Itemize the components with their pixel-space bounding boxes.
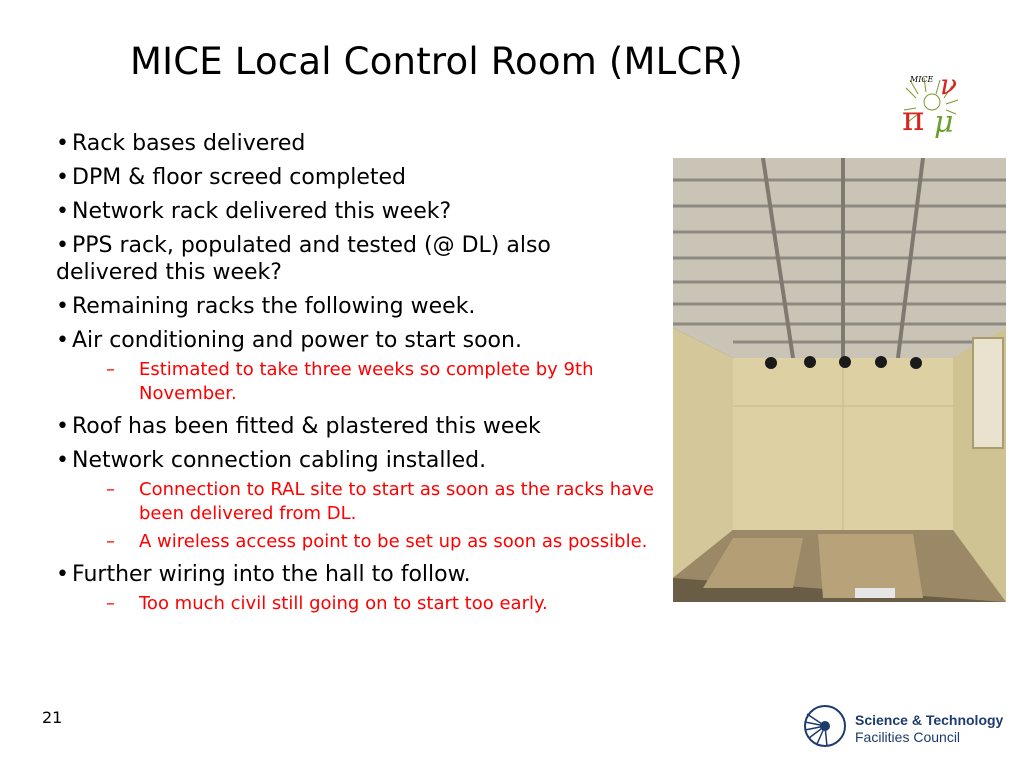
dash-icon: – (106, 531, 115, 552)
mice-logo-mu: μ (934, 105, 954, 138)
bullet-item: • Roof has been fitted & plastered this week (56, 414, 541, 439)
mice-logo-label: MICE (910, 75, 934, 84)
sub-bullet-item: – A wireless access point to be set up as soon as possible. (106, 531, 648, 552)
bullet-item: • Further wiring into the hall to follow. (56, 562, 471, 587)
bullet-item: • Remaining racks the following week. (56, 294, 476, 319)
stfc-logo (803, 703, 1013, 749)
mice-logo (896, 70, 972, 138)
dash-icon: – (106, 479, 115, 500)
mice-logo-pi: π (902, 99, 925, 138)
bullet-item: • Rack bases delivered (56, 131, 306, 156)
bullet-icon: • (56, 562, 69, 587)
stfc-emblem-icon (803, 704, 847, 748)
slide-title: MICE Local Control Room (MLCR) (130, 40, 744, 83)
bullet-list (56, 130, 656, 623)
stfc-logo-line2: Facilities Council (855, 729, 961, 745)
bullet-icon: • (56, 294, 69, 319)
bullet-item: • Air conditioning and power to start soon. (56, 328, 522, 353)
sub-bullet-item: – Connection to RAL site to start as soon as the racks have been delivered from DL. (106, 479, 654, 524)
slide-number: 21 (42, 708, 63, 727)
stfc-logo-line1: Science & Technology (855, 712, 1004, 728)
dash-icon: – (106, 593, 115, 614)
control-room-photo (673, 158, 1006, 602)
bullet-icon: • (56, 131, 69, 156)
bullet-icon: • (56, 328, 69, 353)
bullet-item: • Network rack delivered this week? (56, 199, 452, 224)
bullet-icon: • (56, 448, 69, 473)
bullet-icon: • (56, 165, 69, 190)
mice-logo-nu: ν (940, 70, 958, 101)
bullet-icon: • (56, 414, 69, 439)
bullet-icon: • (56, 233, 69, 258)
sub-bullet-item: – Too much civil still going on to start too early. (106, 593, 548, 614)
bullet-item: • PPS rack, populated and tested (@ DL) also delivered this week? (56, 233, 551, 285)
sub-bullet-item: – Estimated to take three weeks so complete by 9th November. (106, 359, 594, 404)
bullet-item: • Network connection cabling installed. (56, 448, 487, 473)
bullet-item: • DPM & floor screed completed (56, 165, 407, 190)
dash-icon: – (106, 359, 115, 380)
bullet-icon: • (56, 199, 69, 224)
